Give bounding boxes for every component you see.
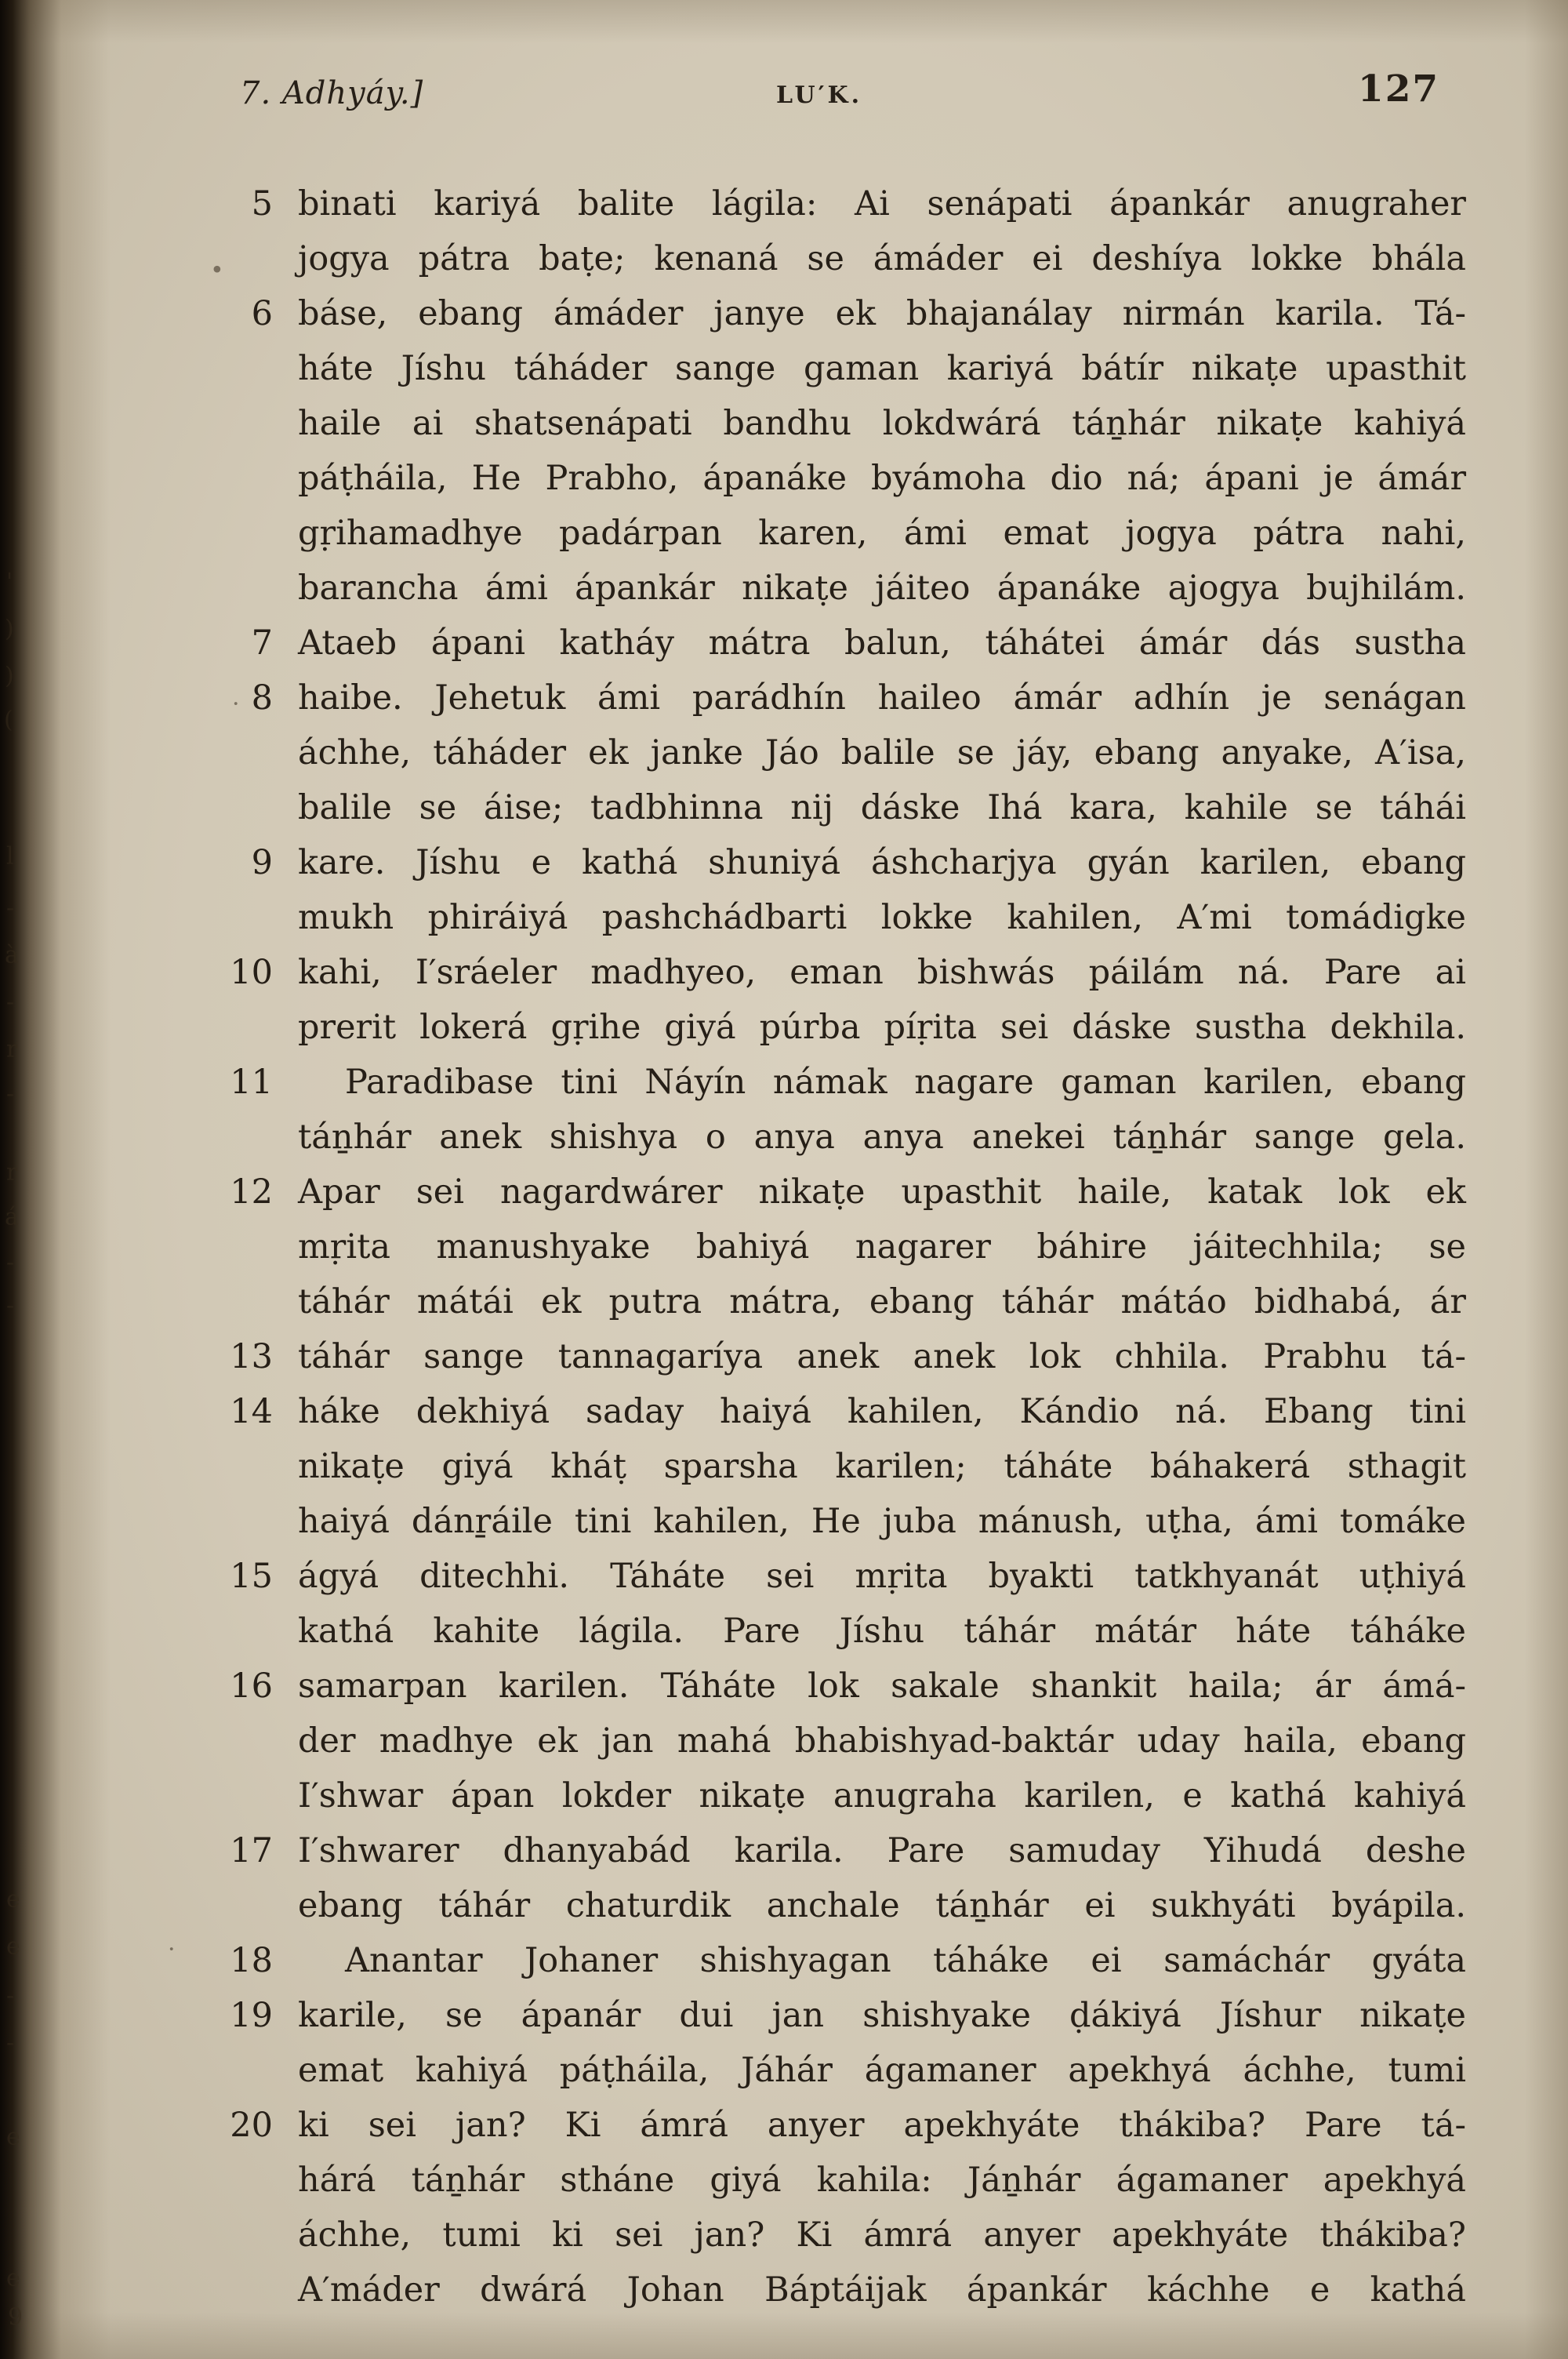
verse-number bbox=[216, 451, 273, 506]
verse-text: áchhe, táháder ek janke Jáo balile se jáy, ebang anyake, A′isa, bbox=[298, 733, 1466, 772]
verse-line bbox=[216, 780, 1471, 835]
verse-line bbox=[216, 506, 1471, 561]
verse-number bbox=[216, 725, 273, 780]
margin-mark: - bbox=[6, 1080, 15, 1108]
verse-number: 12 bbox=[230, 1172, 273, 1212]
verse-number bbox=[216, 506, 273, 561]
verse-line bbox=[216, 561, 1471, 616]
verse-line bbox=[216, 1714, 1471, 1768]
margin-mark: 9 bbox=[8, 2303, 24, 2332]
verse-number bbox=[216, 2043, 273, 2098]
running-header-chapter: 7. Adhyáy.] bbox=[240, 75, 424, 111]
margin-mark: - bbox=[6, 1982, 15, 2010]
verse-number: 20 bbox=[230, 2106, 273, 2145]
verse-number: 6 bbox=[251, 294, 273, 333]
margin-mark: ) bbox=[5, 662, 14, 690]
verse-text: Paradibase tini Náyín námak nagare gaman karilen, ebang bbox=[345, 1063, 1466, 1102]
verse-text: haile ai shatsenápati bandhu lokdwárá táṉhár nikaṭe kahiyá bbox=[298, 404, 1466, 443]
margin-mark: • bbox=[210, 256, 224, 285]
verse-text: kahi, I′sráeler madhyeo, eman bishwás páilám ná. Pare ai bbox=[298, 953, 1466, 992]
verse-text: ágyá ditechhi. Táháte sei mṛita byakti tatkhyanát uṭhiyá bbox=[298, 1557, 1466, 1596]
page-number: 127 bbox=[1358, 67, 1440, 111]
verse-number bbox=[216, 1494, 273, 1549]
verse-number bbox=[216, 1714, 273, 1768]
verse-text: Ataeb ápani katháy mátra balun, táhátei ámár dás sustha bbox=[298, 623, 1466, 663]
verse-number bbox=[216, 2263, 273, 2317]
verse-line bbox=[216, 286, 1471, 341]
verse-text: báse, ebang ámáder janye ek bhajanálay nirmán karila. Tá- bbox=[298, 294, 1466, 333]
verse-number bbox=[216, 341, 273, 396]
verse-text: háte Jíshu táháder sange gaman kariyá bátír nikaṭe upasthit bbox=[298, 349, 1466, 388]
verse-text: Apar sei nagardwárer nikaṭe upasthit haile, katak lok ek bbox=[298, 1172, 1466, 1212]
running-header-book-title: LU′K. bbox=[776, 82, 863, 109]
verse-line bbox=[216, 725, 1471, 780]
verse-text: prerit lokerá gṛihe giyá púrba píṛita sei dáske sustha dekhila. bbox=[298, 1008, 1466, 1047]
verse-text: karile, se ápanár dui jan shishyake ḍákiyá Jíshur nikaṭe bbox=[298, 1996, 1466, 2035]
margin-mark: r bbox=[6, 1035, 18, 1063]
margin-mark: e bbox=[6, 1932, 20, 1961]
verse-number bbox=[216, 1768, 273, 1823]
verse-line bbox=[216, 1219, 1471, 1274]
margin-mark: e bbox=[6, 2123, 20, 2151]
verse-line bbox=[216, 1768, 1471, 1823]
verse-number bbox=[216, 396, 273, 451]
verse-line bbox=[216, 2208, 1471, 2263]
verse-text: háke dekhiyá saday haiyá kahilen, Kándio ná. Ebang tini bbox=[298, 1392, 1466, 1431]
margin-mark: e bbox=[6, 1885, 20, 1914]
verse-text: kare. Jíshu e kathá shuniyá áshcharjya gyán karilen, ebang bbox=[298, 843, 1466, 882]
verse-text: haibe. Jehetuk ámi parádhín haileo ámár adhín je senágan bbox=[298, 678, 1466, 718]
verse-text: der madhye ek jan mahá bhabishyad-baktár uday haila, ebang bbox=[298, 1721, 1466, 1761]
verse-number: 11 bbox=[230, 1063, 273, 1102]
verse-number: 19 bbox=[230, 1996, 273, 2035]
margin-mark: e bbox=[6, 2264, 20, 2292]
verse-text: táhár sange tannagaríya anek anek lok chhila. Prabhu tá- bbox=[298, 1337, 1466, 1376]
verse-number: 16 bbox=[230, 1667, 273, 1706]
verse-text: barancha ámi ápankár nikaṭe jáiteo ápanáke ajogya bujhilám. bbox=[298, 569, 1466, 608]
verse-line bbox=[216, 1494, 1471, 1549]
margin-mark: l bbox=[6, 842, 14, 871]
verse-line bbox=[216, 2098, 1471, 2153]
verse-number: 17 bbox=[230, 1831, 273, 1870]
verse-line bbox=[216, 1055, 1471, 1110]
verse-text: jogya pátra baṭe; kenaná se ámáder ei deshíya lokke bhála bbox=[298, 239, 1466, 278]
margin-mark: - bbox=[6, 1292, 15, 1320]
verse-number: 14 bbox=[230, 1392, 273, 1431]
verse-text: páṭháila, He Prabho, ápanáke byámoha dio ná; ápani je ámár bbox=[298, 459, 1466, 498]
verse-text: A′máder dwárá Johan Báptáijak ápankár káchhe e kathá bbox=[298, 2270, 1466, 2310]
verse-number: 7 bbox=[251, 623, 273, 663]
verse-number bbox=[216, 2153, 273, 2208]
verse-line bbox=[216, 2043, 1471, 2098]
verse-number bbox=[216, 231, 273, 286]
verse-number bbox=[216, 1604, 273, 1659]
verse-line bbox=[216, 396, 1471, 451]
margin-mark: ' bbox=[6, 568, 13, 596]
margin-mark: - bbox=[6, 2029, 15, 2057]
verse-line bbox=[216, 1823, 1471, 1878]
verse-text: mukh phiráiyá pashchádbarti lokke kahilen, A′mi tomádigke bbox=[298, 898, 1466, 937]
verse-line bbox=[216, 1384, 1471, 1439]
verse-line bbox=[216, 1329, 1471, 1384]
verse-number: 15 bbox=[230, 1557, 273, 1596]
verse-line bbox=[216, 945, 1471, 1000]
verse-text: hárá táṉhár stháne giyá kahila: Jáṉhár ágamaner apekhyá bbox=[298, 2161, 1466, 2200]
verse-text: balile se áise; tadbhinna nij dáske Ihá kara, kahile se táhái bbox=[298, 788, 1466, 827]
verse-line bbox=[216, 176, 1471, 231]
verse-text: ebang táhár chaturdik anchale táṉhár ei sukhyáti byápila. bbox=[298, 1886, 1466, 1925]
margin-mark: à bbox=[5, 941, 19, 969]
verse-text: áchhe, tumi ki sei jan? Ki ámrá anyer apekhyáte thákiba? bbox=[298, 2215, 1466, 2255]
verse-number bbox=[216, 1878, 273, 1933]
verse-line bbox=[216, 231, 1471, 286]
margin-mark: á bbox=[5, 1203, 19, 1231]
margin-mark: ) bbox=[5, 615, 14, 643]
margin-mark: ( bbox=[4, 706, 13, 734]
verse-text: I′shwar ápan lokder nikaṭe anugraha karilen, e kathá kahiyá bbox=[298, 1776, 1466, 1816]
verse-line bbox=[216, 341, 1471, 396]
verse-line bbox=[216, 616, 1471, 671]
verse-number bbox=[216, 1439, 273, 1494]
verse-line bbox=[216, 1988, 1471, 2043]
verse-number bbox=[216, 561, 273, 616]
text-block bbox=[216, 176, 1471, 2317]
margin-mark: r bbox=[6, 1158, 18, 1187]
verse-text: binati kariyá balite lágila: Ai senápati ápankár anugraher bbox=[298, 184, 1466, 224]
verse-number bbox=[216, 1000, 273, 1055]
verse-text: mṛita manushyake bahiyá nagarer báhire jáitechhila; se bbox=[298, 1227, 1466, 1267]
verse-line bbox=[216, 1933, 1471, 1988]
verse-line bbox=[216, 1110, 1471, 1165]
verse-number bbox=[216, 1219, 273, 1274]
margin-mark: · bbox=[232, 690, 240, 718]
verse-text: gṛihamadhye padárpan karen, ámi emat jogya pátra nahi, bbox=[298, 514, 1466, 553]
verse-text: ki sei jan? Ki ámrá anyer apekhyáte thákiba? Pare tá- bbox=[298, 2106, 1466, 2145]
verse-text: nikaṭe giyá kháṭ sparsha karilen; táháte báhakerá sthagit bbox=[298, 1447, 1466, 1486]
verse-line bbox=[216, 835, 1471, 890]
verse-line bbox=[216, 1549, 1471, 1604]
verse-line bbox=[216, 1165, 1471, 1219]
verse-line bbox=[216, 1878, 1471, 1933]
verse-number bbox=[216, 890, 273, 945]
verse-number bbox=[216, 780, 273, 835]
verse-line bbox=[216, 1000, 1471, 1055]
verse-line bbox=[216, 1439, 1471, 1494]
verse-text: kathá kahite lágila. Pare Jíshu táhár mátár háte táháke bbox=[298, 1612, 1466, 1651]
verse-number: 8 bbox=[251, 678, 273, 718]
verse-text: emat kahiyá páṭháila, Jáhár ágamaner apekhyá áchhe, tumi bbox=[298, 2051, 1466, 2090]
verse-text: samarpan karilen. Táháte lok sakale shankit haila; ár ámá- bbox=[298, 1667, 1466, 1706]
verse-number: 18 bbox=[230, 1941, 273, 1980]
verse-number: 10 bbox=[230, 953, 273, 992]
margin-mark: - bbox=[6, 1249, 15, 1277]
verse-line bbox=[216, 890, 1471, 945]
verse-text: táhár mátái ek putra mátra, ebang táhár mátáo bidhabá, ár bbox=[298, 1282, 1466, 1321]
verse-text: haiyá dánṟáile tini kahilen, He juba mánush, uṭha, ámi tomáke bbox=[298, 1502, 1466, 1541]
verse-line bbox=[216, 1659, 1471, 1714]
verse-text: I′shwarer dhanyabád karila. Pare samuday Yihudá deshe bbox=[298, 1831, 1466, 1870]
verse-number bbox=[216, 2208, 273, 2263]
verse-line bbox=[216, 2263, 1471, 2317]
margin-mark: - bbox=[6, 988, 15, 1016]
margin-mark: · bbox=[168, 1936, 176, 1964]
verse-line bbox=[216, 2153, 1471, 2208]
verse-number: 9 bbox=[251, 843, 273, 882]
verse-number: 13 bbox=[230, 1337, 273, 1376]
verse-number bbox=[216, 1274, 273, 1329]
verse-number: 5 bbox=[251, 184, 273, 224]
verse-text: táṉhár anek shishya o anya anya anekei táṉhár sange gela. bbox=[298, 1118, 1466, 1157]
verse-line bbox=[216, 671, 1471, 725]
verse-text: Anantar Johaner shishyagan táháke ei samáchár gyáta bbox=[345, 1941, 1466, 1980]
verse-line bbox=[216, 1274, 1471, 1329]
verse-number bbox=[216, 1110, 273, 1165]
margin-mark: - bbox=[6, 894, 15, 922]
verse-line bbox=[216, 451, 1471, 506]
verse-line bbox=[216, 1604, 1471, 1659]
